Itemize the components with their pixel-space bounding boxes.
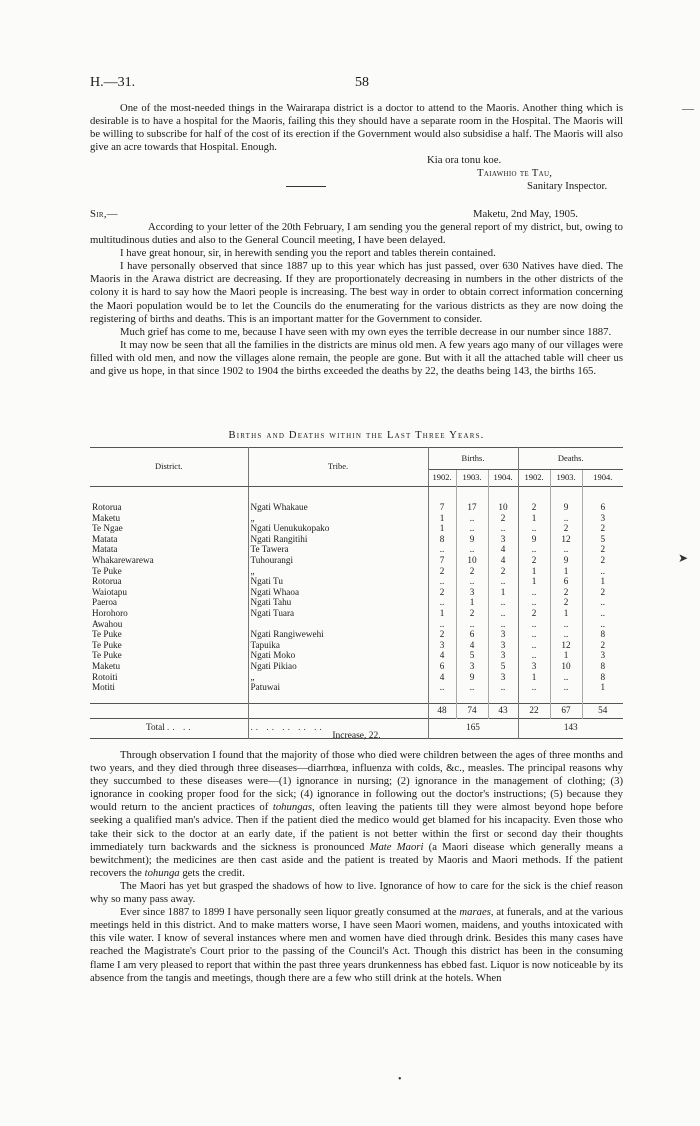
table-row (90, 640, 623, 651)
deaths-cell: 9 (550, 503, 582, 514)
table-row (90, 555, 623, 566)
deaths-cell: .. (582, 608, 623, 619)
year-total-cell: 22 (518, 703, 550, 718)
deaths-cell: 9 (550, 555, 582, 566)
district-cell: Maketu (92, 661, 121, 671)
table-row (90, 577, 623, 588)
deaths-cell: 2 (518, 608, 550, 619)
deaths-cell: .. (518, 640, 550, 651)
district-cell: Waiotapu (92, 586, 127, 597)
deaths-cell: 2 (550, 598, 582, 609)
closing-line: Kia ora tonu koe. (427, 154, 502, 166)
section-rule (286, 186, 326, 187)
tribe-cell: Ngati Tahu (248, 598, 428, 609)
deaths-cell: 12 (550, 640, 582, 651)
births-cell: 2 (428, 566, 456, 577)
tribe-cell: Tuhourangi (248, 555, 428, 566)
district-cell: Matata (92, 533, 118, 544)
births-cell: .. (488, 598, 518, 609)
table-row (90, 683, 623, 694)
deaths-cell: 1 (582, 683, 623, 694)
deaths-cell: .. (518, 598, 550, 609)
births-cell: 9 (456, 534, 488, 545)
header-deaths: Deaths. (518, 448, 623, 470)
signature-title: Sanitary Inspector. (527, 180, 608, 192)
births-cell: 4 (428, 651, 456, 662)
table-row (90, 513, 623, 524)
births-cell: .. (456, 683, 488, 694)
deaths-cell: .. (518, 651, 550, 662)
year-header: 1904. (582, 470, 623, 487)
deaths-cell: 10 (550, 661, 582, 672)
deaths-cell: .. (582, 566, 623, 577)
births-cell: .. (428, 577, 456, 588)
deaths-cell: 2 (550, 524, 582, 535)
intro-paragraph-block (90, 102, 623, 154)
table-row (90, 524, 623, 535)
births-cell: .. (488, 683, 518, 694)
district-cell: Whakarewarewa (92, 555, 154, 566)
district-cell: Rotorua (92, 576, 122, 587)
births-cell: 7 (428, 503, 456, 514)
births-cell: 2 (488, 566, 518, 577)
deaths-cell: .. (550, 545, 582, 556)
deaths-cell: 6 (582, 503, 623, 514)
deaths-cell: 1 (518, 577, 550, 588)
table-row (90, 630, 623, 641)
births-cell: 2 (428, 587, 456, 598)
births-cell: 1 (488, 587, 518, 598)
header-births: Births. (428, 448, 518, 470)
letter-paragraph: It may now be seen that all the families in the districts are minus old men. A few years ago many of our villages were filled with old men, and now the villages alone remain, the people are gone. But with it all the attached table will cheer us and give us hope, in that since 1902 to 1904 the births exceeded the deaths by 22, the deaths being 143, the births 165. (90, 338, 623, 378)
births-cell: .. (488, 577, 518, 588)
births-cell: .. (456, 524, 488, 535)
deaths-cell: 6 (550, 577, 582, 588)
deaths-cell: 2 (582, 640, 623, 651)
letter-body (90, 221, 623, 378)
year-total-cell: 74 (456, 703, 488, 718)
deaths-cell: 1 (550, 651, 582, 662)
births-cell: 6 (456, 630, 488, 641)
deaths-total: 143 (518, 718, 623, 738)
deaths-cell: .. (582, 598, 623, 609)
births-cell: .. (428, 619, 456, 630)
births-cell: .. (428, 683, 456, 694)
births-cell: 7 (428, 555, 456, 566)
page-dot: • (398, 1074, 402, 1085)
deaths-cell: 3 (582, 651, 623, 662)
tribe-cell: Ngati Tuara (248, 608, 428, 619)
births-cell: .. (456, 577, 488, 588)
deaths-cell: .. (582, 619, 623, 630)
births-cell: 5 (456, 651, 488, 662)
salutation: Sir,— (90, 208, 118, 220)
deaths-cell: 2 (518, 555, 550, 566)
deaths-cell: 8 (582, 630, 623, 641)
district-cell: Te Puke (92, 650, 122, 661)
district-cell: Horohoro (92, 608, 128, 619)
table-row (90, 661, 623, 672)
deaths-cell: 2 (550, 587, 582, 598)
district-cell: Rotorua (92, 502, 122, 513)
deaths-cell: 3 (582, 513, 623, 524)
margin-arrow-mark: ➤ (678, 551, 689, 565)
deaths-cell: .. (550, 619, 582, 630)
births-cell: 4 (488, 545, 518, 556)
tribe-cell: Ngati Tu (248, 577, 428, 588)
births-cell: 3 (428, 640, 456, 651)
births-cell: 10 (456, 555, 488, 566)
table-row (90, 587, 623, 598)
year-total-cell: 54 (582, 703, 623, 718)
deaths-cell: 8 (582, 672, 623, 683)
margin-mark: — (682, 101, 694, 115)
births-cell: .. (456, 619, 488, 630)
births-cell: 2 (456, 566, 488, 577)
body-paragraph: Through observation I found that the majority of those who died were children between the ages of three months and two years, and they died through three diseases—diarrhœa, influenza with colds, &c., measles. The principal reasons why they succumbed to these diseases were—(1) ignorance in nursing; (2) ignorance in the management of clothing; (3) ignorance in cooking proper food for the sick; (4) ignorance in following out the doctor's instructions; (5) because they would return to the ancient practices of tohungas, often leaving the patients till they were almost beyond hope before seeking a qualified man's advice. Then if the patient died the medico would get blamed for his incapacity. Even those who take their sick to the doctor at an early date, if the patient is not better within the first or second day their thoughts immediately turn backwards and the sickness is pronounced Mate Maori (a Maori disease which generally means a bewitchment); the medicines are then cast aside and the patient is treated by Maoris and Maori methods. If the patient recovers the tohunga gets the credit. (90, 749, 623, 879)
births-cell: .. (456, 513, 488, 524)
births-cell: 2 (428, 630, 456, 641)
deaths-cell: .. (518, 683, 550, 694)
deaths-cell: .. (518, 545, 550, 556)
intro-paragraph: One of the most-needed things in the Wairarapa district is a doctor to attend to the Maoris. Another thing which is desirable is to have a hospital for the Maoris, failing this they should have a separate room in the Hospital. The Maoris will be willing to subscribe for half of the cost of its erection if the Government would also subsidise a half. The Maoris will also give an acre towards that Hospital. Enough. (90, 102, 623, 154)
births-cell: .. (456, 545, 488, 556)
births-cell: 3 (456, 661, 488, 672)
tribe-cell: Tapuika (248, 640, 428, 651)
district-cell: Paeroa (92, 597, 117, 608)
tribe-cell: Patuwai (248, 683, 428, 694)
table-row (90, 534, 623, 545)
year-header: 1902. (518, 470, 550, 487)
signature-name: Taiawhio te Tau, (477, 167, 553, 179)
deaths-cell: 1 (582, 577, 623, 588)
tribe-cell: Ngati Whaoa (248, 587, 428, 598)
deaths-cell: 5 (582, 534, 623, 545)
births-cell: 4 (456, 640, 488, 651)
year-total-cell: 48 (428, 703, 456, 718)
tribe-cell: Ngati Moko (248, 651, 428, 662)
increase-note: Increase, 22. (332, 731, 381, 741)
deaths-cell: .. (518, 630, 550, 641)
district-cell: Maketu (92, 512, 121, 523)
tribe-cell: „ (248, 513, 428, 524)
births-total: 165 (428, 718, 518, 738)
district-cell: Te Puke (92, 639, 122, 650)
table-row (90, 672, 623, 683)
tribe-cell: Ngati Uenukukopako (248, 524, 428, 535)
district-cell: Te Puke (92, 565, 122, 576)
report-code: H.—31. (90, 75, 136, 90)
letter-paragraph: Much grief has come to me, because I have seen with my own eyes the terrible decrease in our number since 1887. (120, 325, 612, 338)
tribe-cell: Ngati Whakaue (248, 503, 428, 514)
district-cell: Matata (92, 544, 118, 555)
births-cell: 17 (456, 503, 488, 514)
births-cell: 2 (456, 608, 488, 619)
deaths-cell: .. (550, 513, 582, 524)
year-total-cell: 43 (488, 703, 518, 718)
deaths-cell: 2 (582, 555, 623, 566)
letter-paragraph: I have great honour, sir, in herewith sending you the report and tables therein contained. (120, 247, 496, 260)
district-cell: Motiti (92, 682, 115, 693)
births-deaths-table: District. Tribe. Births. Deaths. 1902. 1903. 1904. 1902. 1903. 1904. Rotorua Ngati Whakaue 7 17 10 2 9 6 Maketu „ 1 .. 2 1 .. 3 Te Ngae Ngati Uenukukopako 1 .. .. .. 2 2 Matata Ngati Rangitihi 8 9 3 9 12 5 Matata Te Tawera .. .. 4 .. .. 2 Whakarewarewa Tuhourangi 7 10 4 2 9 2 Te Puke „ 2 2 2 1 1 .. Rotorua Ngati Tu .. .. .. 1 6 1 Waiotapu Ngati Whaoa 2 3 1 .. 2 2 Paeroa Ngati Tahu .. 1 .. .. 2 .. Horohoro Ngati Tuara 1 2 .. 2 1 .. Awahou .. .. .. .. .. .. Te Puke Ngati Rangiwewehi 2 6 3 .. .. 8 Te Puke Tapuika 3 4 3 .. 12 2 Te Puke Ngati Moko 4 5 3 .. 1 3 Maketu Ngati Pikiao 6 3 5 3 10 8 Rotoiti „ 4 9 3 1 .. 8 Motiti Patuwai .. .. .. .. .. 1 48 74 43 22 67 54 Total .. .. .. .. .. .. .. 165 143 (90, 447, 623, 739)
letter-paragraph: I have personally observed that since 1887 up to this year which has just passed, over 630 Natives have died. The Maoris in the Arawa district are decreasing. If they are proportionately decreasing in numbers in the other districts of the colony it is hard to say how the Maori people is increasing. The best way in order to obtain correct information concerning the Maori population would be to let the Councils do the enumerating for the various districts as they are now doing the registering of births and deaths. This is an important matter for the Government to consider. (90, 260, 623, 325)
births-cell: .. (488, 524, 518, 535)
births-cell: 3 (456, 587, 488, 598)
births-cell: 1 (456, 598, 488, 609)
table-body (90, 503, 623, 694)
year-total-cell: 67 (550, 703, 582, 718)
births-cell: 1 (428, 524, 456, 535)
deaths-cell: 3 (518, 661, 550, 672)
births-cell: 4 (488, 555, 518, 566)
header-district: District. (90, 448, 248, 487)
births-cell: 4 (428, 672, 456, 683)
tribe-cell: Ngati Pikiao (248, 661, 428, 672)
district-cell: Awahou (92, 618, 123, 629)
deaths-cell: 2 (582, 524, 623, 535)
deaths-cell: .. (550, 630, 582, 641)
district-cell: Te Puke (92, 629, 122, 640)
deaths-cell: 2 (582, 587, 623, 598)
table-row (90, 619, 623, 630)
deaths-cell: 1 (518, 566, 550, 577)
deaths-cell: 1 (550, 608, 582, 619)
deaths-cell: 1 (518, 513, 550, 524)
deaths-cell: 8 (582, 661, 623, 672)
births-cell: 8 (428, 534, 456, 545)
births-cell: 9 (456, 672, 488, 683)
births-cell: 1 (428, 608, 456, 619)
table-row (90, 503, 623, 514)
body-paragraph: The Maori has yet but grasped the shadows of how to live. Ignorance of how to care for the sick is the chief reason why so many pass away. (90, 879, 623, 906)
births-cell: 3 (488, 672, 518, 683)
births-cell: .. (488, 619, 518, 630)
year-header: 1904. (488, 470, 518, 487)
births-cell: .. (428, 545, 456, 556)
births-cell: 3 (488, 640, 518, 651)
deaths-cell: 2 (518, 503, 550, 514)
table-row (90, 651, 623, 662)
tribe-cell: „ (248, 672, 428, 683)
district-cell: Rotoiti (92, 671, 118, 682)
place-date: Maketu, 2nd May, 1905. (473, 208, 578, 220)
deaths-cell: 1 (518, 672, 550, 683)
tribe-cell (248, 619, 428, 630)
births-cell: 3 (488, 534, 518, 545)
year-header: 1903. (550, 470, 582, 487)
total-label: Total (146, 722, 165, 733)
births-cell: 10 (488, 503, 518, 514)
births-cell: .. (428, 598, 456, 609)
deaths-cell: .. (518, 524, 550, 535)
births-cell: 5 (488, 661, 518, 672)
table-row (90, 545, 623, 556)
deaths-cell: 9 (518, 534, 550, 545)
table-row (90, 598, 623, 609)
tribe-cell: Ngati Rangiwewehi (248, 630, 428, 641)
births-cell: 3 (488, 651, 518, 662)
deaths-cell: 2 (582, 545, 623, 556)
deaths-cell: .. (550, 683, 582, 694)
deaths-cell: 12 (550, 534, 582, 545)
births-cell: .. (488, 608, 518, 619)
births-cell: 6 (428, 661, 456, 672)
table-title: Births and Deaths within the Last Three Years. (228, 430, 485, 441)
page-number: 58 (355, 75, 369, 90)
births-cell: 2 (488, 513, 518, 524)
deaths-cell: .. (518, 619, 550, 630)
letter-paragraph: According to your letter of the 20th February, I am sending you the general report of my district, but, owing to multitudinous duties and also to the General Council meeting, I have been delayed. (90, 221, 623, 247)
district-cell: Te Ngae (92, 523, 123, 534)
year-header: 1903. (456, 470, 488, 487)
deaths-cell: .. (550, 672, 582, 683)
deaths-cell: .. (518, 587, 550, 598)
deaths-cell: 1 (550, 566, 582, 577)
body-paragraph: Ever since 1887 to 1899 I have personally seen liquor greatly consumed at the maraes, at funerals, and at the various meetings held in this district. And to make matters worse, I have seen Maori women, maidens, and youths intoxicated with this vile water. I know of several instances where men and women have died through drink. Besides this many cases have reached the Magistrate's Court prior to the passing of the Council's Act. Though this district has been in the consuming flame I am very pleased to report that within the past three years drunkenness has ebbed fast. Liquor is now noticeable by its absence from the tangis and meetings, though there are a few who still drink at the hotels. When (90, 906, 623, 984)
tribe-cell: „ (248, 566, 428, 577)
tribe-cell: Te Tawera (248, 545, 428, 556)
table-row (90, 566, 623, 577)
tribe-cell: Ngati Rangitihi (248, 534, 428, 545)
year-header: 1902. (428, 470, 456, 487)
births-cell: 3 (488, 630, 518, 641)
report-body (90, 749, 623, 985)
births-cell: 1 (428, 513, 456, 524)
header-tribe: Tribe. (248, 448, 428, 487)
table-row (90, 608, 623, 619)
